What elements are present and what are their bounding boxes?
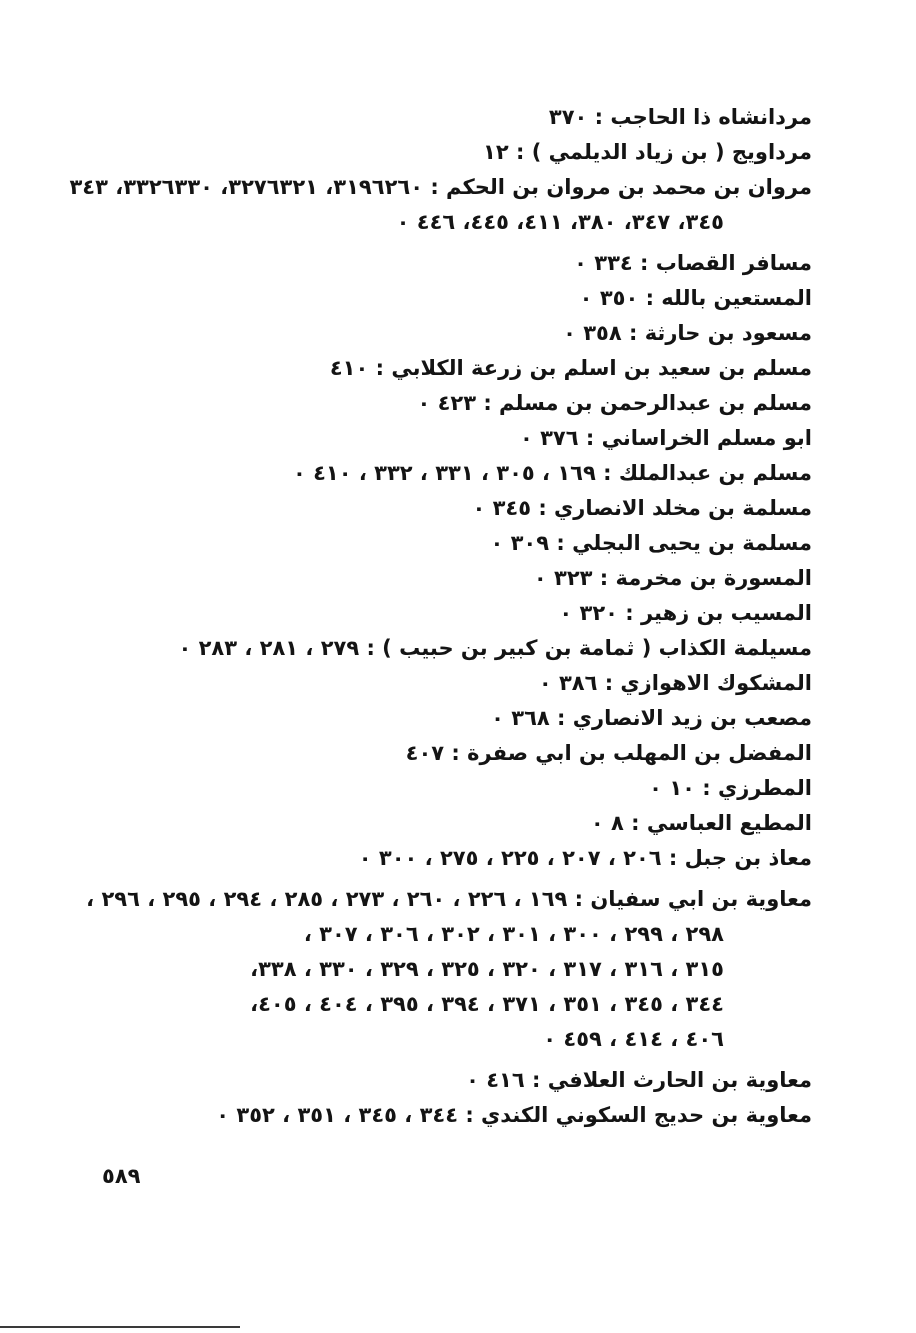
index-entry: معاوية بن الحارث العلافي : ٤١٦ ٠ bbox=[466, 1068, 812, 1092]
index-entry: مروان بن محمد بن مروان بن الحكم : ٣١٩٦٢٦٠، ٣٢٧٦٣٢١، ٣٣٢٦٣٣٠، ٣٤٣ bbox=[69, 175, 812, 199]
index-entry: مسيلمة الكذاب ( ثمامة بن كبير بن حبيب ) : ٢٧٩ ، ٢٨١ ، ٢٨٣ ٠ bbox=[178, 636, 812, 660]
index-entry: المشكوك الاهوازي : ٣٨٦ ٠ bbox=[538, 671, 812, 695]
index-entry-continuation: ٣٤٤ ، ٣٤٥ ، ٣٥١ ، ٣٧١ ، ٣٩٤ ، ٣٩٥ ، ٤٠٤ ، ٤٠٥، bbox=[250, 992, 724, 1016]
index-entry: معاوية بن ابي سفيان : ١٦٩ ، ٢٢٦ ، ٢٦٠ ، ٢٧٣ ، ٢٨٥ ، ٢٩٤ ، ٢٩٥ ، ٢٩٦ ، bbox=[86, 887, 812, 911]
index-entry-continuation: ٣١٥ ، ٣١٦ ، ٣١٧ ، ٣٢٠ ، ٣٢٥ ، ٣٢٩ ، ٣٣٠ ، ٣٣٨، bbox=[250, 957, 724, 981]
index-entry: المسورة بن مخرمة : ٣٢٣ ٠ bbox=[533, 566, 812, 590]
index-entry-continuation: ٢٩٨ ، ٢٩٩ ، ٣٠٠ ، ٣٠١ ، ٣٠٢ ، ٣٠٦ ، ٣٠٧ ، bbox=[303, 922, 724, 946]
index-entry: المسيب بن زهير : ٣٢٠ ٠ bbox=[559, 601, 812, 625]
index-entry: مسلمة بن يحيى البجلي : ٣٠٩ ٠ bbox=[490, 531, 812, 555]
index-entry: مسلم بن عبدالرحمن بن مسلم : ٤٢٣ ٠ bbox=[417, 391, 812, 415]
index-entry: ابو مسلم الخراساني : ٣٧٦ ٠ bbox=[519, 426, 812, 450]
index-entry-continuation: ٤٠٦ ، ٤١٤ ، ٤٥٩ ٠ bbox=[543, 1027, 724, 1051]
index-entry: مردانشاه ذا الحاجب : ٣٧٠ bbox=[548, 105, 812, 129]
index-entry: المطيع العباسي : ٨ ٠ bbox=[590, 811, 812, 835]
index-entry: مسافر القصاب : ٣٣٤ ٠ bbox=[574, 251, 812, 275]
index-entry: المطرزي : ١٠ ٠ bbox=[649, 776, 812, 800]
bottom-rule bbox=[0, 1326, 240, 1328]
index-entry-continuation: ٣٤٥، ٣٤٧، ٣٨٠، ٤١١، ٤٤٥، ٤٤٦ ٠ bbox=[396, 210, 724, 234]
index-entry: معاوية بن حديج السكوني الكندي : ٣٤٤ ، ٣٤٥ ، ٣٥١ ، ٣٥٢ ٠ bbox=[216, 1103, 812, 1127]
page-number: ٥٨٩ bbox=[102, 1164, 141, 1188]
index-entry: معاذ بن جبل : ٢٠٦ ، ٢٠٧ ، ٢٢٥ ، ٢٧٥ ، ٣٠٠ ٠ bbox=[358, 846, 812, 870]
index-entry: مسلم بن عبدالملك : ١٦٩ ، ٣٠٥ ، ٣٣١ ، ٣٣٢ ، ٤١٠ ٠ bbox=[292, 461, 812, 485]
index-entries bbox=[69, 100, 812, 1133]
index-entry: مسلم بن سعيد بن اسلم بن زرعة الكلابي : ٤١٠ bbox=[329, 356, 812, 380]
index-entry: مصعب بن زيد الانصاري : ٣٦٨ ٠ bbox=[491, 706, 812, 730]
index-entry: المستعين بالله : ٣٥٠ ٠ bbox=[579, 286, 812, 310]
index-entry: المفضل بن المهلب بن ابي صفرة : ٤٠٧ bbox=[405, 741, 812, 765]
index-entry: مرداويج ( بن زياد الديلمي ) : ١٢ bbox=[483, 140, 812, 164]
index-entry: مسلمة بن مخلد الانصاري : ٣٤٥ ٠ bbox=[472, 496, 812, 520]
index-entry: مسعود بن حارثة : ٣٥٨ ٠ bbox=[563, 321, 812, 345]
